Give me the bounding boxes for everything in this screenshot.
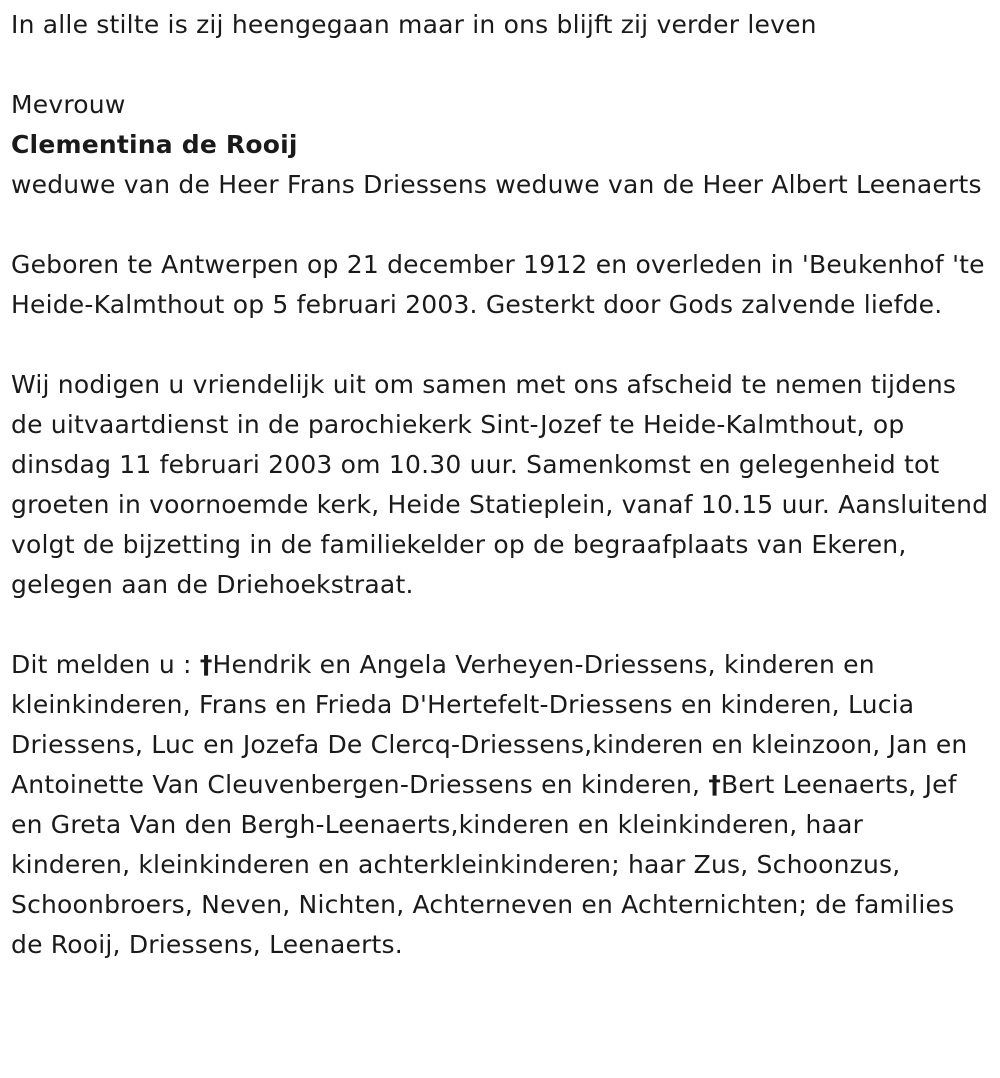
spacer — [11, 45, 990, 85]
spacer — [11, 205, 990, 245]
announcement-family-part1: Hendrik en Angela Verheyen-Driessens, kinderen en kleinkinderen, Frans en Frieda D'Hertefelt-Driessens en kinderen, Lucia Driessens, Luc en Jozefa De Clercq-Driessens,kinderen en kleinzoon, Jan en Antoinette Van Cleuvenbergen-Driessens en kinderen, — [11, 650, 968, 799]
announcement-intro: Dit melden u : — [11, 650, 200, 679]
cross-icon: † — [199, 650, 213, 679]
salutation-text: Mevrouw — [11, 90, 126, 119]
motto-text: In alle stilte is zij heengegaan maar in ons blijft zij verder leven — [11, 10, 817, 39]
spacer — [11, 325, 990, 365]
deceased-name: Clementina de Rooij — [11, 130, 298, 159]
birth-death-text: Geboren te Antwerpen op 21 december 1912 en overleden in 'Beukenhof 'te Heide-Kalmthout op 5 februari 2003. Gesterkt door Gods zalvende liefde. — [11, 250, 985, 319]
announcement-family-part2: Bert Leenaerts, Jef en Greta Van den Bergh-Leenaerts,kinderen en kleinkinderen, haar kinderen, kleinkinderen en achterkleinkinderen; haar Zus, Schoonzus, Schoonbroers, Neven, Nichten, Achterneven en Achternichten; de families de Rooij, Driessens, Leenaerts. — [11, 770, 957, 959]
announcement-text — [11, 645, 990, 965]
widow-of-text: weduwe van de Heer Frans Driessens weduwe van de Heer Albert Leenaerts — [11, 170, 982, 199]
cross-icon: † — [708, 770, 722, 799]
invitation-text: Wij nodigen u vriendelijk uit om samen met ons afscheid te nemen tijdens de uitvaartdienst in de parochiekerk Sint-Jozef te Heide-Kalmthout, op dinsdag 11 februari 2003 om 10.30 uur. Samenkomst en gelegenheid tot groeten in voornoemde kerk, Heide Statieplein, vanaf 10.15 uur. Aansluitend volgt de bijzetting in de familiekelder op de begraafplaats van Ekeren, gelegen aan de Driehoekstraat. — [11, 370, 989, 599]
spacer — [11, 605, 990, 645]
